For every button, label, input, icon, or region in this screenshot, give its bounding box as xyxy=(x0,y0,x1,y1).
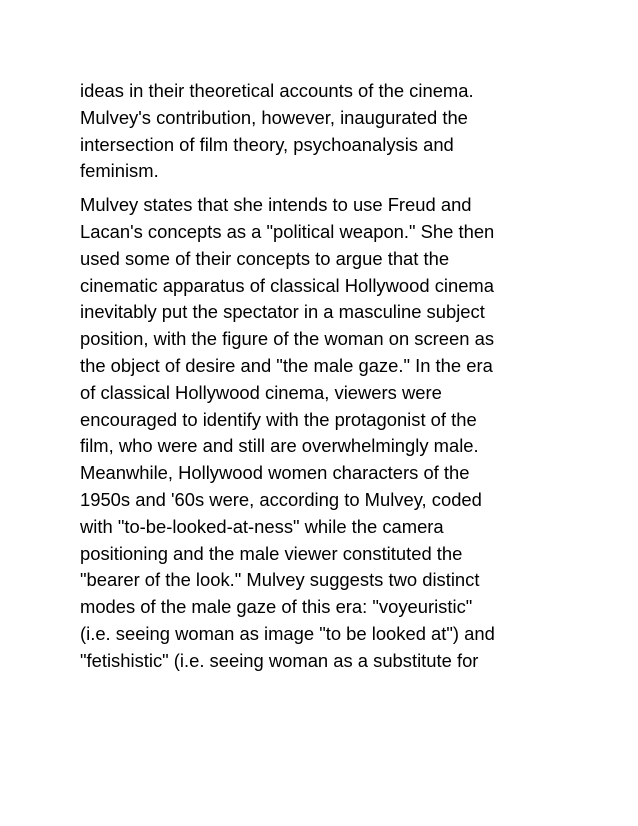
text-line: Meanwhile, Hollywood women characters of the xyxy=(80,462,470,484)
text-line: "bearer of the look." Mulvey suggests two distinct xyxy=(80,569,480,591)
text-line: used some of their concepts to argue that the xyxy=(80,247,450,269)
text-line: with "to-be-looked-at-ness" while the camera xyxy=(80,515,444,537)
text-line: position, with the figure of the woman on screen as xyxy=(80,328,495,350)
text-line: intersection of film theory, psychoanalysis and xyxy=(80,133,454,155)
text-line: inevitably put the spectator in a masculine subject xyxy=(80,301,485,323)
text-line: Lacan's concepts as a "political weapon." She then xyxy=(80,220,495,242)
text-line: positioning and the male viewer constituted the xyxy=(80,542,463,564)
text-line: film, who were and still are overwhelmingly male. xyxy=(80,435,479,457)
body-text xyxy=(80,78,580,675)
paragraph-1 xyxy=(80,78,580,185)
text-line: feminism. xyxy=(80,160,159,182)
text-line: ideas in their theoretical accounts of the cinema. xyxy=(80,80,474,101)
text-line: "fetishistic" (i.e. seeing woman as a substitute for xyxy=(80,649,479,671)
text-line: encouraged to identify with the protagonist of the xyxy=(80,408,477,430)
text-line: 1950s and '60s were, according to Mulvey, coded xyxy=(80,488,482,510)
paragraph-2 xyxy=(80,192,580,674)
text-line: Mulvey states that she intends to use Freud and xyxy=(80,194,472,216)
text-line: of classical Hollywood cinema, viewers were xyxy=(80,381,442,403)
text-line: Mulvey's contribution, however, inaugurated the xyxy=(80,106,468,128)
text-line: (i.e. seeing woman as image "to be looked at") and xyxy=(80,622,495,644)
text-line: the object of desire and "the male gaze." In the era xyxy=(80,354,493,376)
text-line: cinematic apparatus of classical Hollywood cinema xyxy=(80,274,494,296)
text-line: modes of the male gaze of this era: "voyeuristic" xyxy=(80,596,473,618)
